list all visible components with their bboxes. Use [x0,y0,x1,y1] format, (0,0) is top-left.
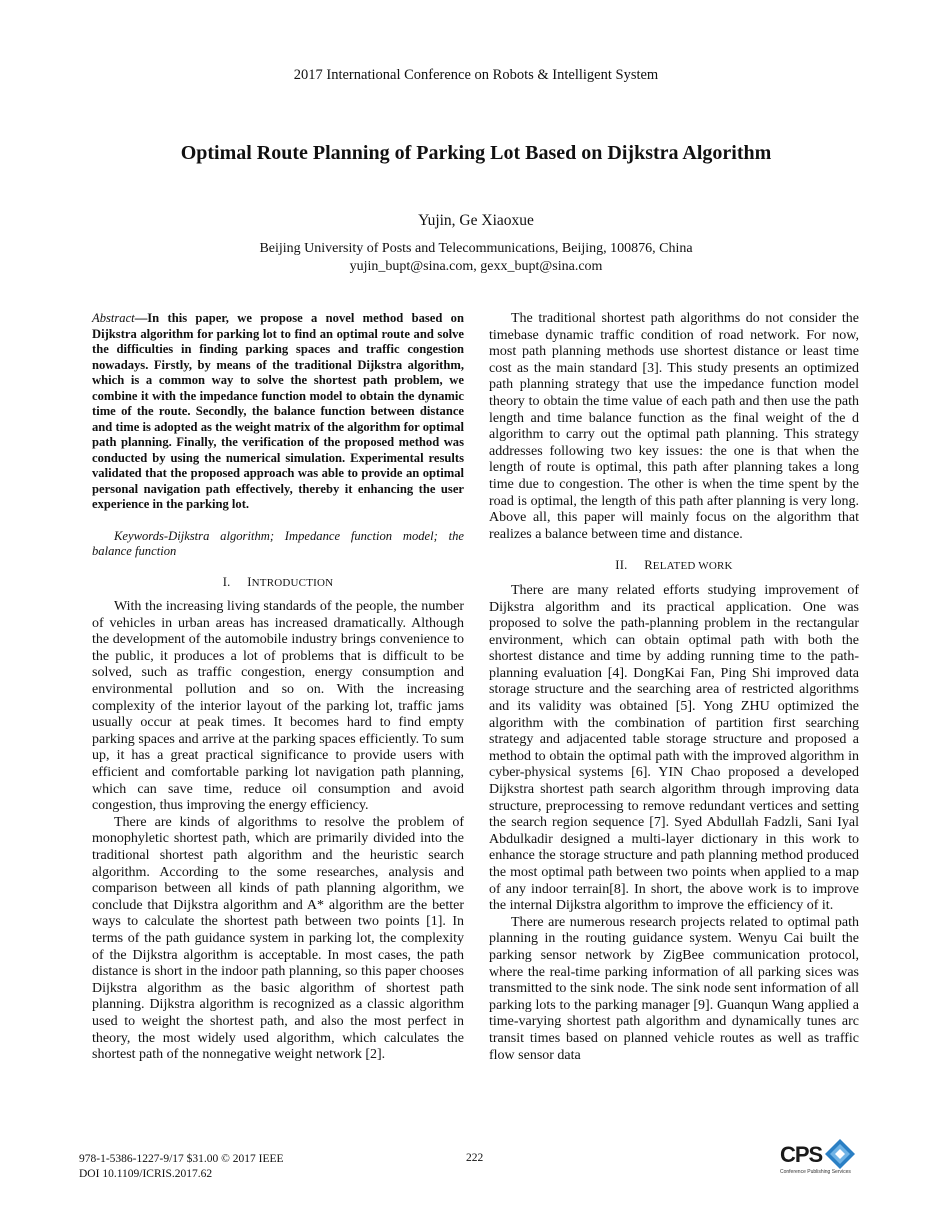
logo-subtitle: Conference Publishing Services [780,1169,851,1175]
author-affiliation-block [0,240,952,276]
author-emails: yujin_bupt@sina.com, gexx_bupt@sina.com [349,259,603,274]
paragraph: There are many related efforts studying improvement of Dijkstra algorithm and its practical application. One was proposed to solve the path-planning problem in the rectangular environment, which can obtain optimal path with both the shortest distance and time by adding running time to the path-planning evaluation [4]. DongKai Fan, Ping Shi improved data storage structure and the searching area of restricted algorithms and its validity was obtained [5]. Yong ZHU optimized the algorithm with the combination of partition first searching strategy and adjacented table storage structure and proposed a method to obtain the optimal path with the improved algorithm in cyber-physical systems [6]. YIN Chao proposed a developed Dijkstra shortest path search algorithm through improving data structure, preprocessing to remove redundant vertices and setting the search region sequence [7]. Syed Abdullah Fadzli, Sani Iyal Abdulkadir designed a multi-layer dictionary in this work to enhance the storage structure and path planning method produced the most optimal path between two points when applied to a map of any indoor terrain[8]. In short, the above work is to improve the internal Dijkstra algorithm to improve the efficiency of it. [489,582,859,914]
keywords: Keywords-Dijkstra algorithm; Impedance function model; the balance function [92,528,464,558]
paper-authors: Yujin, Ge Xiaoxue [418,212,534,229]
right-column [489,311,859,1064]
section-title-rest: ELATED WORK [652,560,733,573]
cps-logo [780,1138,856,1182]
logo-text: CPS [780,1142,823,1167]
paper-title: Optimal Route Planning of Parking Lot Based on Dijkstra Algorithm [180,142,772,164]
page-number: 222 [466,1152,484,1164]
section-title-rest: NTRODUCTION [251,576,334,589]
section-heading-related-work [489,557,859,575]
section-number: II. [615,558,628,573]
paragraph: With the increasing living standards of the people, the number of vehicles in urban areas has increased dramatically. Although the development of the automobile industry brings convenience to the public, it produces a lot of problems that is difficult to be solved, such as traffic congestion, energy consumption and environmental pollution and so on. With the increasing complexity of the interior layout of the parking lot, traffic jams usually occur at peak times. It becomes hard to find empty parking spaces and arrive at the parking spaces efficiently. To sum up, it has a great practical significance to provide users with efficient and comfortable parking lot navigation path planning, which can save time, reduce oil consumption and avoid congestion, thus improving the energy efficiency. [92,599,464,814]
conference-header: 2017 International Conference on Robots & Intelligent System [293,67,659,83]
affiliation: Beijing University of Posts and Telecommunications, Beijing, 100876, China [259,241,693,256]
footer-isbn: 978-1-5386-1227-9/17 $31.00 © 2017 IEEE [79,1153,284,1165]
section-heading-introduction [92,574,464,592]
left-column [92,311,464,1064]
abstract-lead: Abstract [92,311,135,325]
footer-doi: DOI 10.1109/ICRIS.2017.62 [79,1168,213,1180]
paragraph: The traditional shortest path algorithms do not consider the timebase dynamic traffic condition of road network. For now, most path planning methods use shortest distance or least time cost as the main standard [3]. This study presents an optimized path planning strategy that use the impedance function model theory to obtain the time value of each path and then use the path length and time balance function as the final weight of the d algorithm to carry out the optimal path planning. This strategy addresses following two key issues: the one is that when the length of route is optimal, this path after planning takes a long time due to congestion. The other is when the time spent by the road is optimal, the length of this path after planning is very long. Above all, this paper will mainly focus on the algorithm that realizes a balance between time and distance. [489,311,859,542]
footer-copyright [79,1152,284,1182]
section-number: I. [222,574,231,589]
abstract-dash: — [134,311,148,325]
logo-diamond-icon [824,1138,856,1170]
abstract-text: In this paper, we propose a novel method based on Dijkstra algorithm for parking lot to find an optimal route and solve the difficulties in finding parking spaces and traffic congestion nowadays. Firstly, by means of the traditional Dijkstra algorithm, which is a common way to solve the shortest path problem, we combine it with the impedance function model to obtain the dynamic time of the route. Secondly, the balance function between distance and time is adopted as the weight matrix of the algorithm for optimal path planning. Finally, the verification of the proposed method was conducted by using the numerical simulation. Experimental results validated that the proposed approach was able to provide an optimal personal navigation path effectively, thereby it enhancing the user experience in the parking lot. [92,311,464,511]
section-initial: I [247,574,252,589]
paragraph: There are numerous research projects related to optimal path planning in the routing guidance system. Wenyu Cai built the parking sensor network by ZigBee communication protocol, where the real-time parking information of all parking sices was transmitted to the sink node. The sink node sent information of all parking lots to the parking manager [9]. Guanqun Wang applied a time-varying shortest path algorithm and dynamically tunes arc transit times based on planned vehicle routes as well as traffic flow sensor data [489,914,859,1063]
abstract [92,311,464,513]
section-initial: R [644,558,653,573]
paragraph: There are kinds of algorithms to resolve the problem of monophyletic shortest path, which are primarily divided into the traditional shortest path algorithm and the heuristic search algorithm. According to the some researches, analysis and comparison between all kinds of path planning algorithm, we conclude that Dijkstra algorithm and A* algorithm are the better ways to calculate the shortest path between two points [1]. In terms of the path guidance system in parking lot, the complexity of the Dijkstra algorithm is acceptable. In most cases, the path distance is short in the indoor path planning, so this paper chooses Dijkstra algorithm as the basic algorithm of shortest path planning. Dijkstra algorithm is recognized as a classic algorithm used to weight the shortest path, and also the most perfect in theory, the most widely used algorithm, which calculates the shortest path of the nonnegative weight network [2]. [92,814,464,1063]
